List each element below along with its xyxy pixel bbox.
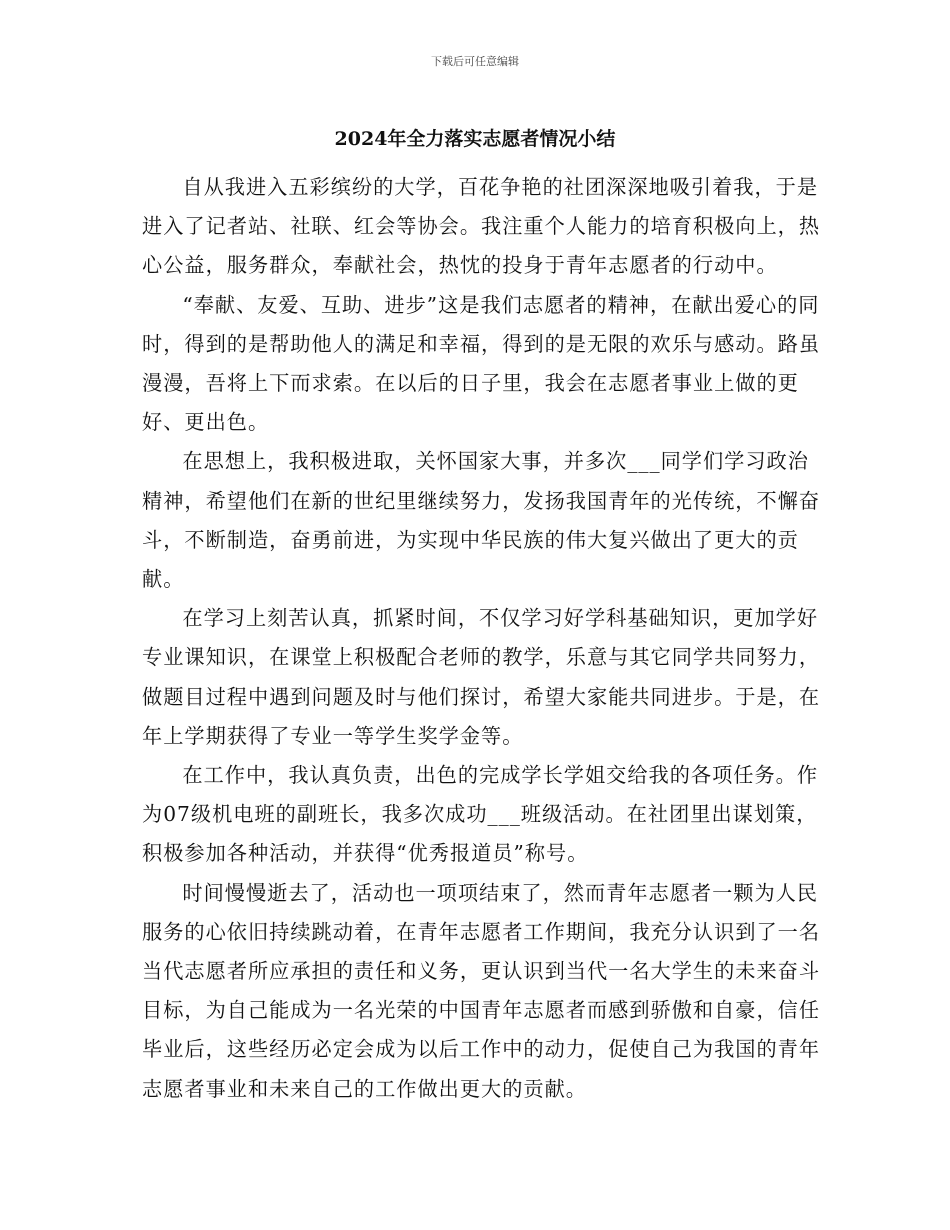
paragraph-1: 自从我进入五彩缤纷的大学，百花争艳的社团深深地吸引着我，于是进入了记者站、社联、红会等协会。我注重个人能力的培育积极向上，热心公益，服务群众，奉献社会，热忱的投身于青年志愿者的行动中。 [142,175,821,278]
paragraph-5: 在工作中，我认真负责，出色的完成学长学姐交给我的各项任务。作为07级机电班的副班长，我多次成功___班级活动。在社团里出谋划策，积极参加各种活动，并获得“优秀报道员”称号。 [142,763,819,866]
document-body [142,168,822,1109]
document-title: 2024年全力落实志愿者情况小结 [334,128,616,150]
paragraph-4: 在学习上刻苦认真，抓紧时间，不仅学习好学科基础知识，更加学好专业课知识，在课堂上积极配合老师的教学，乐意与其它同学共同努力，做题目过程中遇到问题及时与他们探讨，希望大家能共同进步。于是，在年上学期获得了专业一等学生奖学金等。 [142,606,821,748]
paragraph-2: “奉献、友爱、互助、进步”这是我们志愿者的精神，在献出爱心的同时，得到的是帮助他人的满足和幸福，得到的是无限的欢乐与感动。路虽漫漫，吾将上下而求索。在以后的日子里，我会在志愿者事业上做的更好、更出色。 [142,292,821,435]
page-header-note: 下载后可任意编辑 [431,55,519,68]
paragraph-6: 时间慢慢逝去了，活动也一项项结束了，然而青年志愿者一颗为人民服务的心依旧持续跳动着，在青年志愿者工作期间，我充分认识到了一名当代志愿者所应承担的责任和义务，更认识到当代一名大学生的未来奋斗目标，为自己能成为一名光荣的中国青年志愿者而感到骄傲和自豪，信任毕业后，这些经历必定会成为以后工作中的动力，促使自己为我国的青年志愿者事业和未来自己的工作做出更大的贡献。 [142,880,821,1101]
paragraph-3: 在思想上，我积极进取，关怀国家大事，并多次___同学们学习政治精神，希望他们在新的世纪里继续努力，发扬我国青年的光传统，不懈奋斗，不断制造，奋勇前进，为实现中华民族的伟大复兴做出了更大的贡献。 [142,449,821,592]
